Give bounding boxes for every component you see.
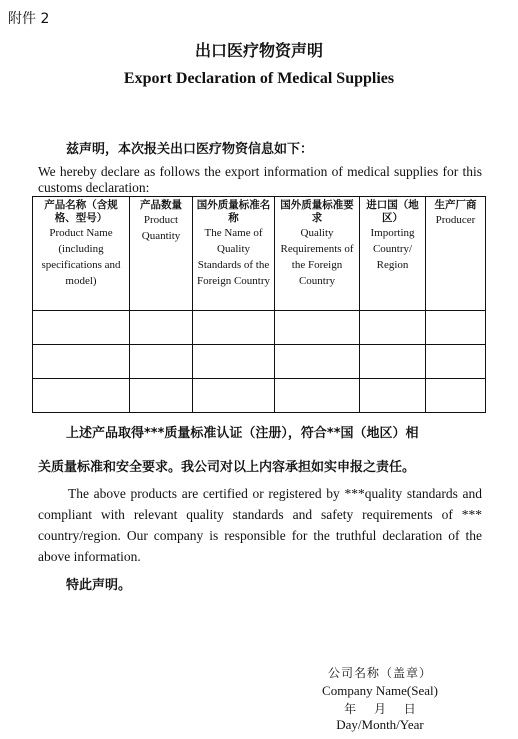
- intro-chinese: 兹声明，本次报关出口医疗物资信息如下：: [66, 142, 314, 157]
- table-cell[interactable]: [130, 379, 193, 413]
- signature-date-chinese: 年 月 日: [344, 702, 416, 716]
- table-cell[interactable]: [193, 345, 275, 379]
- table-row: [33, 345, 486, 379]
- intro-english: We hereby declare as follows the export information of medical supplies for this customs declaration:: [38, 164, 482, 195]
- table-cell[interactable]: [426, 345, 486, 379]
- table-cell[interactable]: [33, 311, 130, 345]
- signature-company-chinese: 公司名称（盖章）: [327, 666, 432, 680]
- column-header-product-name: 产品名称（含规格、型号） Product Name (including specifications and model): [33, 197, 130, 311]
- column-header-producer: 生产厂商 Producer: [426, 197, 486, 311]
- table-cell[interactable]: [360, 379, 426, 413]
- table-cell[interactable]: [275, 379, 360, 413]
- table-cell[interactable]: [360, 345, 426, 379]
- statement-english: The above products are certified or registered by ***quality standards and compliant with relevant quality standards and safety requirements of *** country/region. Our company is responsible for the truthful declaration of the above information.: [38, 486, 482, 564]
- signature-company-english: Company Name(Seal): [322, 683, 438, 698]
- column-header-quality-requirements: 国外质量标准要求 Quality Requirements of the Foreign Country: [275, 197, 360, 311]
- column-header-importing-country: 进口国（地区） Importing Country/ Region: [360, 197, 426, 311]
- table-row: [33, 379, 486, 413]
- statement-chinese-line-1: 上述产品取得***质量标准认证（注册），符合**国（地区）相: [66, 426, 419, 441]
- signature-date-english: Day/Month/Year: [336, 717, 424, 732]
- attachment-label: 附件 2: [8, 11, 50, 27]
- closing-statement: 特此声明。: [66, 578, 132, 593]
- table-cell[interactable]: [193, 379, 275, 413]
- table-cell[interactable]: [130, 311, 193, 345]
- column-header-product-quantity: 产品数量 Product Quantity: [130, 197, 193, 311]
- title-english: Export Declaration of Medical Supplies: [123, 70, 395, 87]
- column-header-quality-standard-name: 国外质量标准名称 The Name of Quality Standards of the Foreign Country: [193, 197, 275, 311]
- statement-chinese-line-2: 关质量标准和安全要求。我公司对以上内容承担如实申报之责任。: [38, 460, 416, 475]
- table-cell[interactable]: [426, 311, 486, 345]
- table-cell[interactable]: [275, 345, 360, 379]
- table-cell[interactable]: [193, 311, 275, 345]
- table-cell[interactable]: [275, 311, 360, 345]
- supplies-table: [32, 196, 486, 413]
- title-chinese: 出口医疗物资声明: [194, 41, 323, 60]
- table-cell[interactable]: [33, 379, 130, 413]
- table-cell[interactable]: [130, 345, 193, 379]
- table-header-row: [33, 197, 486, 311]
- table-cell[interactable]: [360, 311, 426, 345]
- table-row: [33, 311, 486, 345]
- table-cell[interactable]: [426, 379, 486, 413]
- table-cell[interactable]: [33, 345, 130, 379]
